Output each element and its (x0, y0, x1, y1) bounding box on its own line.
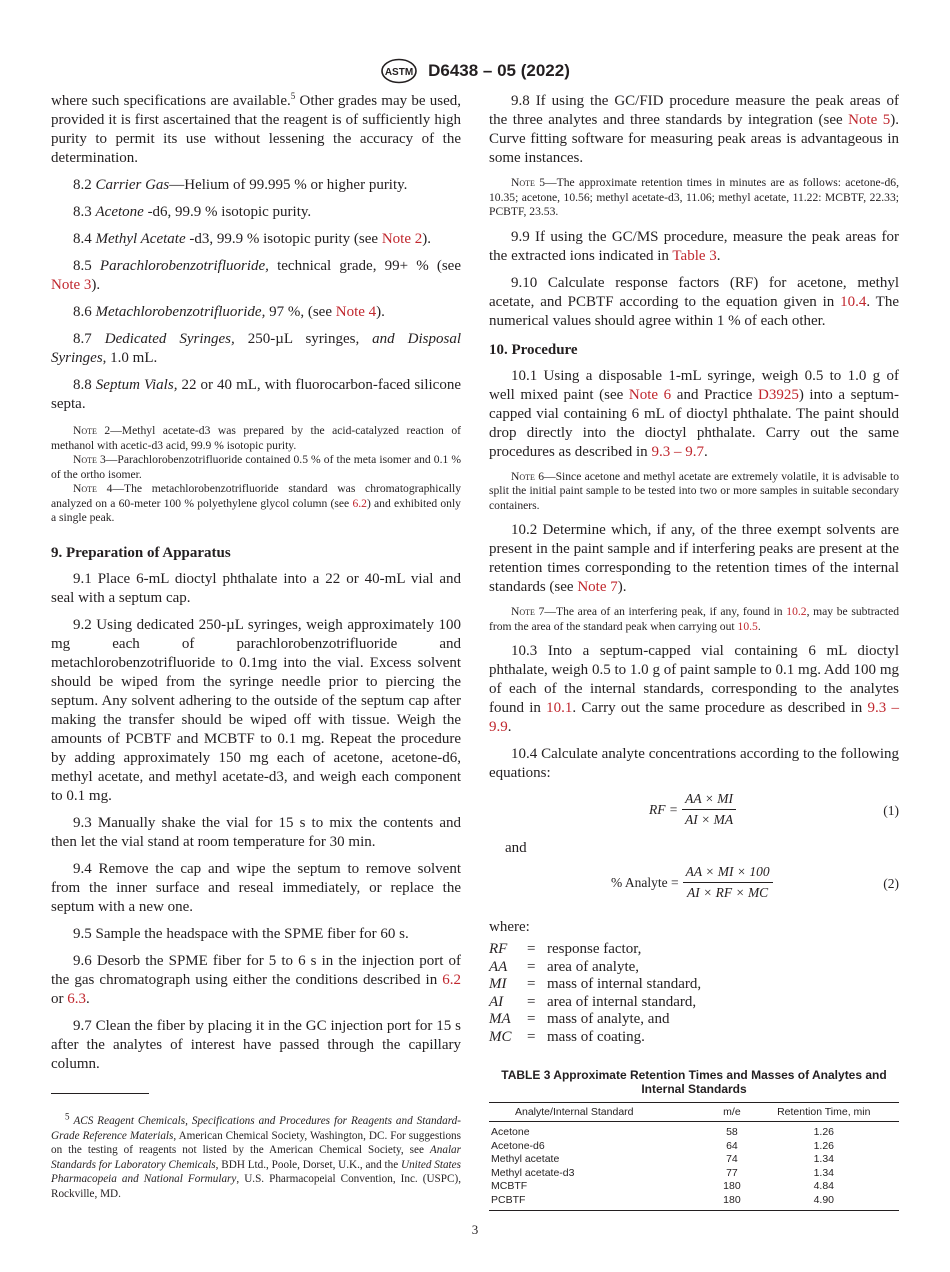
definition-row: AA = area of analyte, (489, 958, 640, 975)
note-4: Note 4—The metachlorobenzotrifluoride standard was chromatographically analyzed on a 60-meter 100 % polyethylene glycol column (see 6.2) and exhibited only a single peak. (51, 482, 461, 524)
note-3: Note 3—Parachlorobenzotrifluoride contained 0.5 % of the meta isomer and 0.1 % of the ortho isomer. (51, 453, 461, 481)
page-number: 3 (471, 1222, 479, 1237)
para-8-8: 8.8 Septum Vials, 22 or 40 mL, with fluorocarbon-faced silicone septa. (51, 377, 461, 412)
link-10-1[interactable]: 10.1 (546, 700, 573, 716)
para-9-8: 9.8 If using the GC/FID procedure measure the peak areas of the three analytes and three standards by integration (see Note 5). Curve fitting software for measuring peak areas is advantageous in some instances. (489, 93, 899, 166)
para-9-6: 9.6 Desorb the SPME fiber for 5 to 6 s in the injection port of the gas chromatograph using either the conditions described in 6.2 or 6.3. (51, 952, 461, 1007)
link-table-3[interactable]: Table 3 (672, 247, 717, 264)
section-9-heading: 9. Preparation of Apparatus (51, 544, 231, 561)
para-9-9: 9.9 If using the GC/MS procedure, measure the peak areas for the extracted ions indicated in Table 3. (489, 228, 899, 264)
para-8-7: 8.7 Dedicated Syringes, 250-µL syringes, and Disposal Syringes, 1.0 mL. (51, 331, 461, 366)
para-9-4: 9.4 Remove the cap and wipe the septum to remove solvent from the inner surface and reseal immediately, or replace the septum with a new one. (51, 860, 461, 915)
para-9-10: 9.10 Calculate response factors (RF) for acetone, methyl acetate, and PCBTF according to the equation given in 10.4. The numerical values should agree within 1 % of each other. (489, 274, 899, 329)
notes-block (51, 424, 461, 526)
left-column (51, 92, 461, 1082)
col-header-analyte: Analyte/Internal Standard (489, 1103, 715, 1122)
link-10-2[interactable]: 10.2 (786, 605, 807, 618)
table-3-title: TABLE 3 Approximate Retention Times and Masses of Analytes and Internal Standards (501, 1068, 887, 1096)
para-9-3: 9.3 Manually shake the vial for 15 s to mix the contents and then let the vial stand at room temperature for 30 min. (51, 814, 461, 850)
footnote-5: $^5$ ACS Reagent Chemicals, Specifications and Procedures for Reagents and Standard-Grade Reference Materials, American Chemical Society, Washington, DC. For suggestions on the testing of reagents not listed by the American Chemical Society, see Analar Standards for Laboratory Chemicals, BDH Ltd., Poole, Dorset, U.K., and the United States Pharmacopeia and National Formulary, U.S. Pharmacopeial Convention, Inc. (USPC), Rockville, MD. (51, 1111, 461, 1200)
link-6-2[interactable]: 6.2 (352, 496, 367, 510)
col-header-retention: Retention Time, min (749, 1103, 899, 1122)
col-header-me: m/e (715, 1103, 748, 1122)
definition-row: RF = response factor, (489, 941, 642, 957)
link-9-3-9-9[interactable]: 9.3 – 9.9 (489, 700, 899, 735)
footnote-ref-5: 5 (290, 91, 296, 101)
table-row: MCBTF 180 4.84 (491, 1180, 834, 1192)
note-6: Note 6—Since acetone and methyl acetate are extremely volatile, it is advisable to split the initial paint sample to be tested into two or more samples in suitable secondary containers. (489, 469, 899, 512)
link-note-3[interactable]: Note 3 (51, 277, 92, 293)
link-note-5[interactable]: Note 5 (848, 112, 891, 128)
para-8-3: 8.3 Acetone -d6, 99.9 % isotopic purity. (73, 204, 312, 220)
para-8-2: 8.2 Carrier Gas—Helium of 99.995 % or higher purity. (73, 177, 408, 193)
para-9-5: 9.5 Sample the headspace with the SPME fiber for 60 s. (73, 925, 409, 942)
table-row: PCBTF 180 4.90 (489, 1194, 899, 1211)
definition-row: AI = area of internal standard, (489, 993, 697, 1010)
table-row: Methyl acetate-d3 77 1.34 (491, 1166, 834, 1179)
section-10-heading: 10. Procedure (489, 341, 578, 358)
table-3 (489, 1068, 899, 1211)
link-10-4[interactable]: 10.4 (840, 293, 867, 310)
eq1-lhs: RF = (649, 801, 678, 817)
table-row: Methyl acetate 74 1.34 (491, 1153, 834, 1165)
link-10-5[interactable]: 10.5 (737, 619, 758, 633)
link-9-3-9-7[interactable]: 9.3 – 9.7 (651, 443, 704, 460)
footnote-divider (51, 1093, 149, 1094)
definition-row: MI = mass of internal standard, (489, 976, 702, 992)
astm-logo-icon (380, 58, 418, 84)
link-note-4[interactable]: Note 4 (335, 304, 377, 320)
note-2: Note 2—Methyl acetate-d3 was prepared by the acid-catalyzed reaction of methanol with acetic-d3 acid, 99.9 % isotopic purity. (51, 424, 461, 452)
para-9-2: 9.2 Using dedicated 250-µL syringes, weigh approximately 100 mg each of parachlorobenzotrifluoride and metachlorobenzotrifluoride to 0.1mg into the vial. Excess solvent should be wiped from the syringe needle prior to piercing the septum. Any solvent adhering to the outside of the septum cap after making the transfer should be wiped off with tissue. Weigh the amounts of PCBTF and MCBTF to 0.1 mg. Repeat the procedure by adding approximately 150 mg each of acetone, acetone-d6, methyl acetate, and methyl acetate-d3, and weigh each component to 0.1 mg. (51, 616, 461, 804)
table-row: Acetone-d6 64 1.26 (491, 1139, 834, 1152)
where-label: where: (489, 919, 530, 935)
table-row: Acetone 58 1.26 (491, 1126, 834, 1138)
definition-row: MC = mass of coating. (489, 1028, 645, 1045)
para-10-2: 10.2 Determine which, if any, of the three exempt solvents are present in the paint sample and if interfering peaks are present at the retention times corresponding to the retention times of the internal standards (see Note 7). (489, 522, 899, 595)
para-8-5: 8.5 Parachlorobenzotrifluoride, technical grade, 99+ % (see Note 3). (51, 258, 462, 293)
eq2-number: (2) (883, 876, 899, 891)
and-text: and (505, 840, 527, 856)
link-d3925[interactable]: D3925 (757, 386, 799, 403)
link-6-2[interactable]: 6.2 (442, 971, 461, 988)
eq1-number: (1) (883, 803, 899, 818)
para-9-1: 9.1 Place 6-mL dioctyl phthalate into a 22 or 40-mL vial and seal with a septum cap. (51, 570, 461, 606)
link-note-7[interactable]: Note 7 (577, 579, 618, 595)
note-7: Note 7—The area of an interfering peak, if any, found in 10.2, may be subtracted from the area of the standard peak when carrying out 10.5. (489, 605, 900, 633)
intro-paragraph: where such specifications are available.$^5$ Other grades may be used, provided it is first ascertained that the reagent is of sufficiently high purity to permit its use without lessening the accuracy of the determination. (51, 91, 461, 166)
para-8-6: 8.6 Metachlorobenzotrifluoride, 97 %, (see Note 4). (73, 304, 385, 320)
equation-2 (489, 864, 899, 908)
logo-text: ASTM (384, 67, 414, 78)
para-10-3: 10.3 Into a septum-capped vial containing 6 mL dioctyl phthalate, weigh 0.5 to 1.0 g of paint sample to 0.1 mg. Add 100 mg of each of the internal standards, corresponding to the analytes found in 10.1. Carry out the same procedure as described in 9.3 – 9.9. (489, 643, 899, 735)
page-header (0, 58, 950, 84)
table-3-grid (489, 1102, 899, 1211)
right-column (489, 92, 899, 1211)
link-note-6[interactable]: Note 6 (628, 386, 672, 403)
eq2-denominator: AI × RF × MC (686, 885, 769, 900)
link-note-2[interactable]: Note 2 (381, 231, 423, 247)
para-10-4: 10.4 Calculate analyte concentrations according to the following equations: (489, 746, 899, 781)
equation-1 (489, 791, 899, 835)
note-5: Note 5—The approximate retention times in minutes are as follows: acetone-d6, 10.35; acetone, 10.56; methyl acetate-d3, 11.06; methyl acetate, 11.22: MCBTF, 22.33; PCBTF, 23.53. (489, 176, 899, 218)
para-9-7: 9.7 Clean the fiber by placing it in the GC injection port for 15 s after the analytes of interest have passed through the capillary column. (51, 1017, 461, 1072)
link-6-3[interactable]: 6.3 (67, 990, 86, 1007)
para-10-1: 10.1 Using a disposable 1-mL syringe, weigh 0.5 to 1.0 g of well mixed paint (see Note 6 and Practice D3925) into a septum-capped vial containing 6 mL of dioctyl phthalate. The paint should drop directly into the dioctyl phthalate. Carry out the same procedures as described in 9.3 – 9.7. (489, 367, 899, 460)
eq2-lhs: % Analyte = (611, 874, 679, 890)
table-header-row (489, 1103, 899, 1122)
document-id: D6438 – 05 (2022) (428, 61, 570, 80)
eq1-numerator: AA × MI (682, 791, 736, 810)
eq2-numerator: AA × MI × 100 (683, 864, 773, 883)
definition-row: MA = mass of analyte, and (489, 1011, 670, 1027)
definitions-list (489, 941, 899, 1046)
para-8-4: 8.4 Methyl Acetate -d3, 99.9 % isotopic purity (see Note 2). (73, 231, 431, 247)
eq1-denominator: AI × MA (684, 812, 734, 827)
